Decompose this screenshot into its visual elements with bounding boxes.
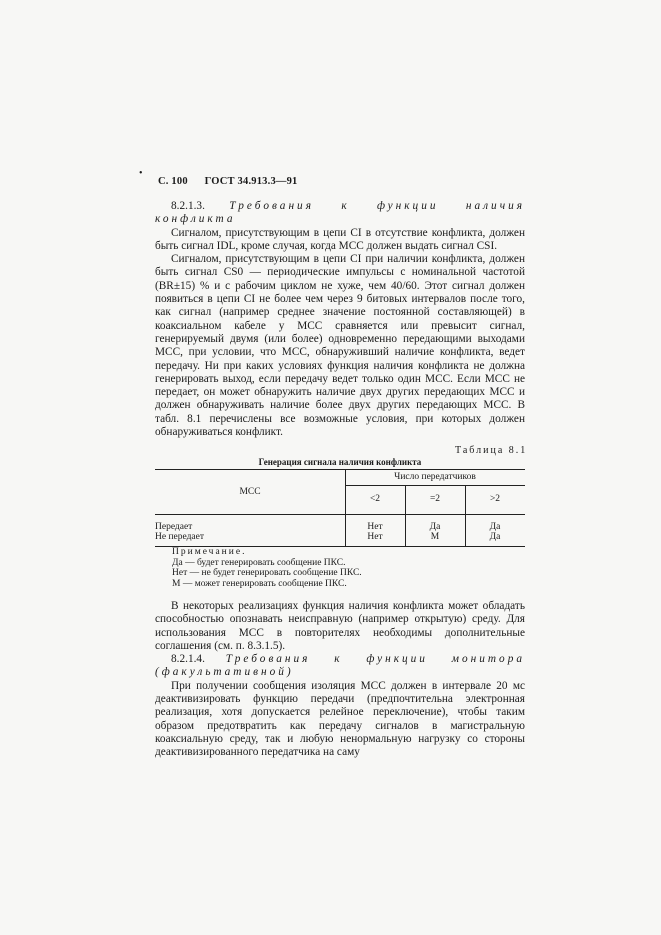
page-header <box>158 176 312 187</box>
after-table-para: В некоторых реализациях функция наличия конфликта может обладать способностью опознавать неисправную (например открытую) среду. Для использования МСС в повторителях необходимы дополнительные соглашения (см. п. 8.3.1.5). <box>155 600 525 652</box>
page-number: С. 100 <box>158 176 188 187</box>
table-cell: Да <box>429 522 441 532</box>
notes-title: Примечание. <box>172 547 247 557</box>
scan-dot: • <box>139 168 143 179</box>
section-8213-para-2: Сигналом, присутствующим в цепи CI при наличии конфликта, должен быть сигнал CS0 — периодические импульсы с номинальной частотой (BR±15) % и с рабочим циклом не хуже, чем 40/60. Этот сигнал должен появиться в цепи CI не более чем через 9 битовых интервалов после того, как сигнал (например среднее значение постоянной составляющей) в коаксиальном кабеле у МСС сравняется или превысит сигнал, генерируемый двумя (или более) одновременно передающими выходами МСС, при условии, что МСС, обнаруживший наличие конфликта, ведет передачу. Ни при каких условиях функция наличия конфликта не должна генерировать выход, если передачу ведет только один МСС. Если МСС не передает, он может обнаружить наличие двух других передающих МСС и должен обнаруживать наличие более двух других передающих МСС. В табл. 8.1 перечислены все возможные условия, при которых должен обнаруживаться конфликт. <box>155 253 525 439</box>
section-after-table <box>155 600 525 760</box>
note-line: Да — будет генерировать сообщение ПКС. <box>172 557 346 568</box>
col-header: >2 <box>489 494 501 504</box>
row-label: Не передает <box>155 532 205 542</box>
row-label: Передает <box>155 522 193 532</box>
table-cell: М <box>430 532 440 542</box>
table-cell: Нет <box>367 522 383 532</box>
table-header-rule <box>155 514 525 515</box>
table-cell: Нет <box>367 532 383 542</box>
table-title: Генерация сигнала наличия конфликта <box>258 457 422 467</box>
col-header: =2 <box>429 494 441 504</box>
table-notes <box>172 547 362 589</box>
section-8214-heading: 8.2.1.4. Требования к функции монитора (факультативной) <box>155 653 525 679</box>
table-group-rule <box>345 485 525 486</box>
section-8214-para-1: При получении сообщения изоляция МСС должен в интервале 20 мс деактивизировать функцию передачи (предпочтительна электронная реализация, хотя допускается релейное переключение), чтобы таким образом предотвратить как передачу сигналов в магистральную коаксиальную среду, так и любую ненормальную нагрузку со стороны деактивизированного передатчика на саму <box>155 679 525 759</box>
note-line: Нет — не будет генерировать сообщение ПКС. <box>172 568 362 578</box>
standard-id: ГОСТ 34.913.3—91 <box>204 176 298 187</box>
table-cell: Да <box>489 522 501 532</box>
col-header: <2 <box>369 494 381 504</box>
table-cell: Да <box>489 532 501 542</box>
note-line: М — может генерировать сообщение ПКС. <box>172 578 347 589</box>
col-header-mcc: МСС <box>239 487 261 497</box>
section-8213 <box>155 200 525 439</box>
section-8213-para-1: Сигналом, присутствующим в цепи CI в отсутствие конфликта, должен быть сигнал IDL, кроме случая, когда МСС должен выдать сигнал CSI. <box>155 226 525 252</box>
section-8213-heading: 8.2.1.3. Требования к функции наличия конфликта <box>155 200 525 226</box>
table-label: Таблица 8.1 <box>455 445 528 456</box>
table-top-rule <box>155 469 525 470</box>
col-group-header: Число передатчиков <box>394 472 476 482</box>
